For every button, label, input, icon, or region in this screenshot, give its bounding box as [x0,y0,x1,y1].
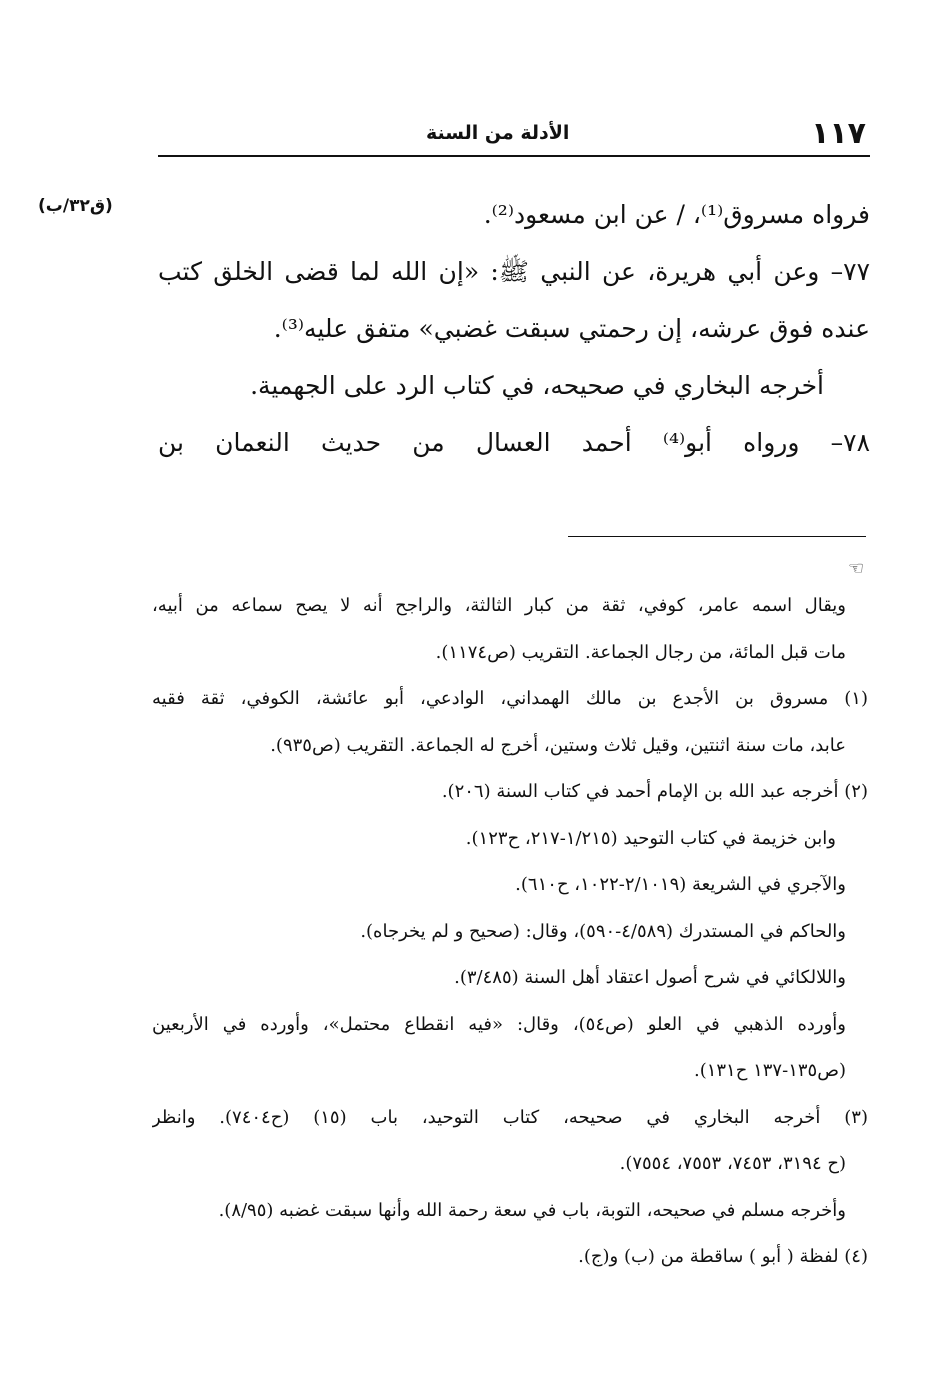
footnote-rule [568,536,866,537]
footnote-line: وابن خزيمة في كتاب التوحيد (١/٢١٥-٢١٧، ح١٢٣). [465,827,836,849]
footnote-line: (١) مسروق بن الأجدع بن مالك الهمداني، الوادعي، أبو عائشة، الكوفي، ثقة فقيه [152,688,868,709]
main-line: ٧٧– وعن أبي هريرة، عن النبي ﷺ: «إن الله لما قضى الخلق كتب [158,257,870,286]
page-number: ١١٧ [811,116,866,151]
main-line: ٧٨– ورواه أبو⁽⁴⁾ أحمد العسال من حديث النعمان بن [158,428,870,457]
footnote-line: (ص١٣٥-١٣٧ ح١٣١). [693,1060,846,1081]
footnote-line: وأورده الذهبي في العلو (ص٥٤)، وقال: «فيه انقطاع محتمل»، وأورده في الأربعين [152,1013,846,1035]
footnote-line: واللالكائي في شرح أصول اعتقاد أهل السنة (٣/٤٨٥). [454,967,846,988]
footnote-line: مات قبل المائة، من رجال الجماعة. التقريب (ص١١٧٤). [435,641,846,663]
continuation-hand-icon: ☜ [848,558,865,579]
margin-note: (ق٣٢/ب) [38,196,113,216]
footnote-line: (٣) أخرجه البخاري في صحيحه، كتاب التوحيد، باب (١٥) (ح٧٤٠٤). وانظر [152,1106,868,1128]
footnote-line: (٤) لفظة ( أبو ) ساقطة من (ب) و(ج). [578,1246,868,1267]
footnote-line: (ح ٣١٩٤، ٧٤٥٣، ٧٥٥٣، ٧٥٥٤). [619,1153,846,1174]
main-text [158,186,870,471]
main-line: فرواه مسروق⁽¹⁾، / عن ابن مسعود⁽²⁾. [483,200,870,229]
page-header [158,116,870,156]
main-line: عنده فوق عرشه، إن رحمتي سبقت غضبي» متفق عليه⁽³⁾. [273,314,870,343]
footnote-line: وأخرجه مسلم في صحيحه، التوبة، باب في سعة رحمة الله وأنها سبقت غضبه (٨/٩٥). [218,1199,846,1221]
header-rule [158,155,870,157]
main-line: أخرجه البخاري في صحيحه، في كتاب الرد على الجهمية. [250,371,824,400]
running-title: الأدلة من السنة [426,122,570,144]
footnotes [152,583,868,1281]
footnote-line: (٢) أخرجه عبد الله بن الإمام أحمد في كتاب السنة (٢٠٦). [441,781,868,802]
footnote-line: والحاكم في المستدرك (٤/٥٨٩-٥٩٠)، وقال: (صحيح و لم يخرجاه). [360,920,846,942]
footnote-line: ويقال اسمه عامر، كوفي، ثقة من كبار الثالثة، والراجح أنه لا يصح سماعه من أبيه، [152,595,846,616]
footnote-line: والآجري في الشريعة (٢/١٠١٩-١٠٢٢، ح٦١٠). [515,874,846,895]
footnote-line: عابد، مات سنة اثنتين، وقيل ثلاث وستين، أخرج له الجماعة. التقريب (ص٩٣٥). [270,734,846,756]
